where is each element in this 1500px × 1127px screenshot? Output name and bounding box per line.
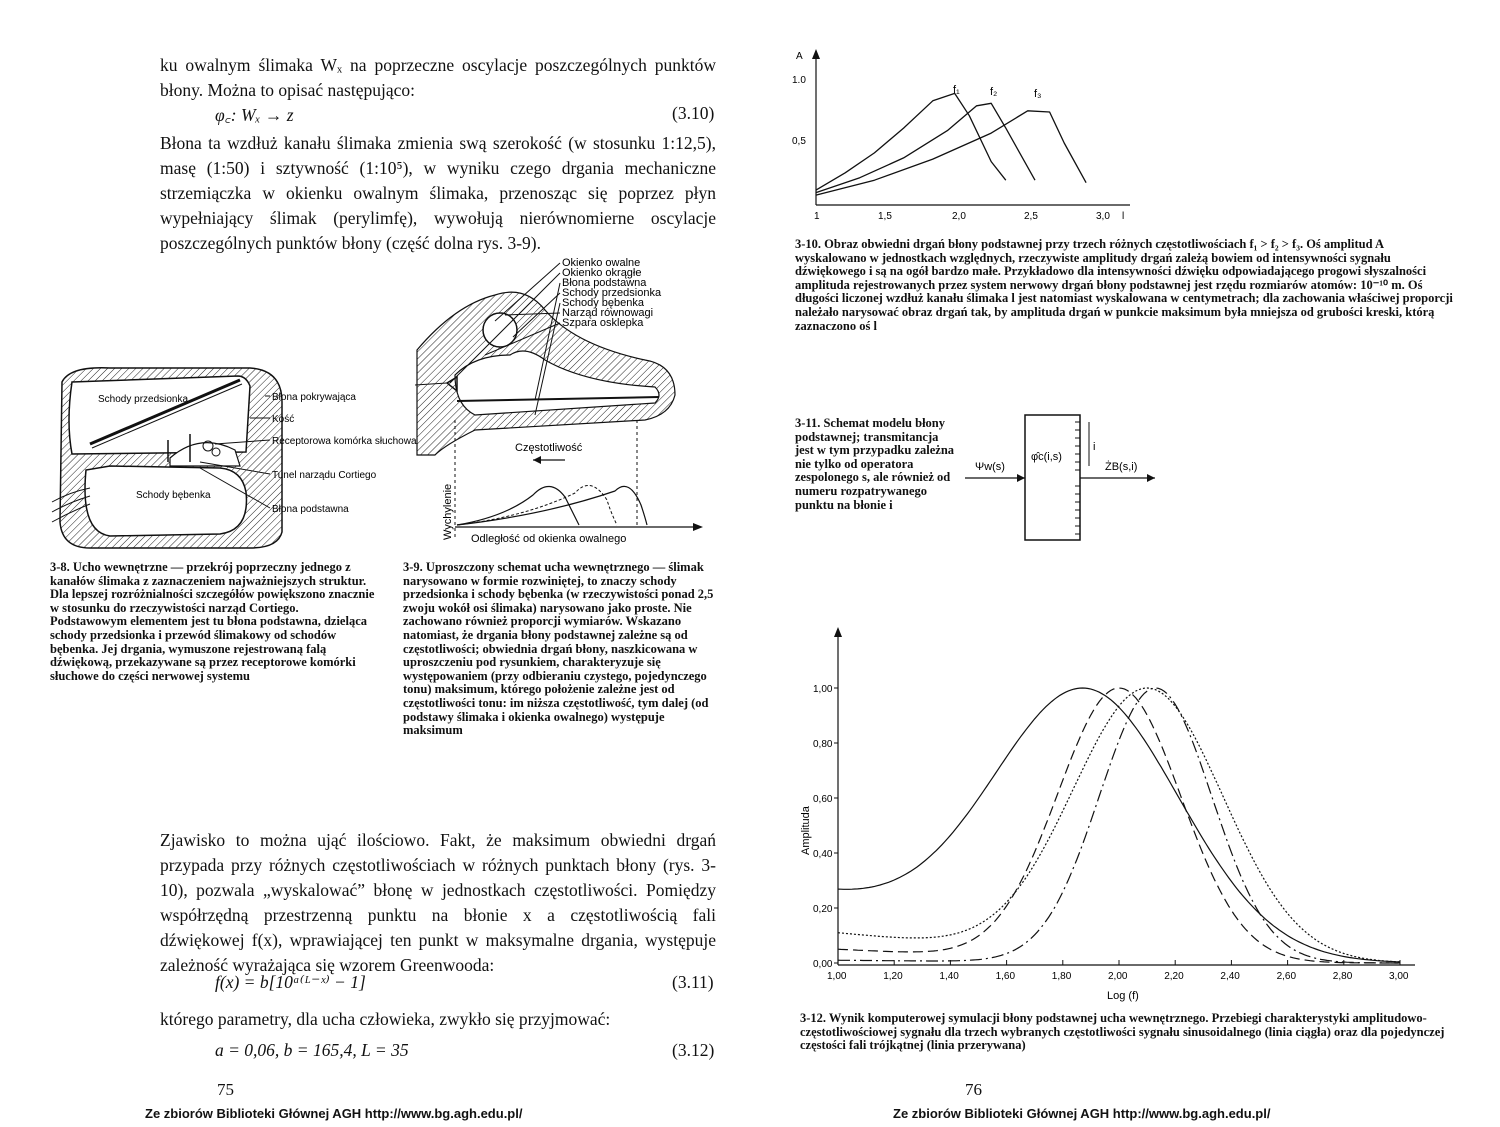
footer-right: Ze zbiorów Biblioteki Głównej AGH http://www.bg.agh.edu.pl/ [893, 1106, 1271, 1121]
x-tick-label: 2,00 [1108, 971, 1128, 982]
callout-tunel: Tunel narządu Cortiego [272, 470, 377, 481]
equation-3-11-number: (3.11) [672, 972, 714, 992]
y-tick-label: 0,00 [813, 959, 833, 970]
series-line-1 [816, 93, 1006, 190]
equation-3-12: a = 0,06, b = 165,4, L = 35 [215, 1040, 409, 1060]
y-tick-label: 0,80 [813, 739, 833, 750]
series-line-3 [816, 111, 1086, 195]
x-tick-label: 2,80 [1332, 971, 1353, 982]
x-tick-label: 1,00 [827, 971, 847, 982]
caption-3-8: 3-8. Ucho wewnętrzne — przekrój poprzeczny jednego z kanałów ślimaka z zaznaczeniem najważniejszych struktur. Dla lepszej rozróżnialności szczegółów powiększono znacznie w stosunku do rzeczywistości narząd Cortiego. Podstawowym elementem jest tu błona podstawna, dzieląca schody przedsionka i przewód ślimakowy od schodów bębenka. Jej drgania, wymuszone rejestrowaną falą dźwiękową, przekazywane są przez receptorowe komórki słuchowe do części nerwowej systemu [50, 560, 375, 683]
equation-3-12-number: (3.12) [672, 1040, 715, 1060]
paragraph-3: Zjawisko to można ująć ilościowo. Fakt, że maksimum obwiedni drgań przypada przy różnych częstotliwościach w różnych punktach błony (rys. 3-10), pozwala „wyskalować” błonę w jednostkach częstotliwości. Pomiędzy współrzędną przestrzenną punktu na błonie x a częstotliwością fali dźwiękowej f(x), wprawiającej ten punkt w maksymalne drgania, występuje zależność wyrażająca się wzorem Greenwooda: [160, 830, 716, 975]
callout-okienko-okragle: Okienko okrągłe [562, 267, 642, 279]
amplitude-curve-dash-dot [838, 688, 1400, 963]
x-tick-label: 2,40 [1220, 971, 1240, 982]
equation-3-11: f(x) = b[10ᵃ⁽ᴸ⁻ˣ⁾ − 1] [215, 972, 366, 992]
x-tick-2-5: 2,5 [1024, 211, 1038, 222]
series-label-f1: f₁ [953, 84, 960, 96]
x-tick-3-0: 3,0 [1096, 211, 1110, 222]
figure-3-11 [965, 410, 1165, 545]
series-label-f3: f₃ [1034, 88, 1042, 100]
callout-kosc: Kość [272, 414, 295, 425]
y-tick-label: 0,40 [813, 849, 833, 860]
callout-blona-podstawna: Błona podstawna [272, 504, 349, 515]
y-tick-label: 0,20 [813, 904, 833, 915]
caption-3-9: 3-9. Uproszczony schemat ucha wewnętrznego — ślimak narysowano w formie rozwiniętej, to znaczy schody przedsionka i schody bębenka (w rzeczywistości ponad 2,5 zwoju wokół osi ślimaka) narysowano jako proste. Nie zachowano również proporcji wymiarów. Wskazano natomiast, że drgania błony podstawnej zależne są od częstotliwości; obwiednia drgań błony, naszkicowana w uproszczeniu pod rysunkiem, charakteryzuje się występowaniem (przy odbieraniu czystego, pojedynczego tonu) maksimum, którego położenie zależne jest od częstotliwości tonu: im niższa częstotliwość, tym dalej (od podstawy ślimaka i okienka owalnego) występuje maksimum [403, 560, 714, 738]
y-tick-0-5: 0,5 [792, 136, 806, 147]
y-axis-label-amplituda: Amplituda [800, 806, 812, 855]
callout-okienko-owalne: Okienko owalne [562, 257, 641, 269]
output-label: ŻB(s,i) [1105, 461, 1138, 473]
x-axis-label-logf: Log (f) [1107, 990, 1139, 1002]
figure-3-12 [795, 625, 1435, 1005]
page-number-right: 76 [965, 1080, 982, 1099]
label-schody-przedsionka: Schody przedsionka [98, 394, 189, 405]
figure-3-9 [415, 255, 715, 545]
equation-3-10: φ꜀: Wₓ → z [215, 105, 294, 125]
caption-3-11: 3-11. Schemat modelu błony podstawnej; transmitancja jest w tym przypadku zależna nie tylko od operatora zespolonego s, ale również od numeru rozpatrywanego punktu na błonie i [795, 416, 955, 512]
page-number-left: 75 [217, 1080, 234, 1099]
footer-left: Ze zbiorów Biblioteki Głównej AGH http://www.bg.agh.edu.pl/ [145, 1106, 523, 1121]
y-tick-label: 0,60 [813, 794, 833, 805]
x-tick-label: 2,20 [1164, 971, 1184, 982]
caption-3-12: 3-12. Wynik komputerowej symulacji błony podstawnej ucha wewnętrznego. Przebiegi charakterystyki amplitudowo-częstotliwościowej sygnału dla trzech wybranych częstotliwości sygnału sinusoidalnego (linia ciągła) oraz dla pojedynczej częstości fali trójkątnej (linia przerywana) [800, 1011, 1445, 1053]
paragraph-4: którego parametry, dla ucha człowieka, zwykło się przyjmować: [160, 1009, 611, 1029]
x-tick-label: 1,20 [883, 971, 903, 982]
paragraph-1: ku owalnym ślimaka Wₓ na poprzeczne oscylacje poszczególnych punktów błony. Można to opisać następująco: [160, 55, 716, 100]
equation-3-10-number: (3.10) [672, 103, 715, 123]
callout-szpara-osklepka: Szpara osklepka [562, 317, 644, 329]
amplitude-curve-dotted [838, 688, 1400, 962]
callout-blona-pokrywajaca: Błona pokrywająca [272, 392, 356, 403]
index-label-i: i [1093, 441, 1096, 453]
label-schody-bebenka: Schody bębenka [136, 490, 211, 501]
x-tick-label: 2,60 [1276, 971, 1297, 982]
x-tick-label: 1,80 [1051, 971, 1072, 982]
paragraph-2: Błona ta wzdłuż kanału ślimaka zmienia swą szerokość (w stosunku 1:12,5), masę (1:50) i sztywność (1:10⁵), w wyniku czego drgania mechaniczne strzemiączka w okienku owalnym ślimaka, przenosząc się poprzez płyn wypełniający ślimak (perylimfę), wywołują nierównomierne oscylacje poszczególnych punktów błony (część dolna rys. 3-9). [160, 133, 716, 253]
figure-3-10 [790, 45, 1140, 230]
figure-3-8 [50, 362, 417, 552]
x-end-label-l: l [1122, 211, 1125, 222]
y-tick-1-0: 1.0 [792, 75, 806, 86]
x-tick-label: 3,00 [1389, 971, 1409, 982]
label-wychylenie: Wychylenie [442, 483, 454, 540]
x-tick-2-0: 2,0 [952, 211, 966, 222]
amplitude-curve-dashed [838, 688, 1400, 963]
amplitude-curve-solid [838, 688, 1400, 962]
series-line-2 [816, 103, 1035, 192]
input-label: Ψw(s) [975, 461, 1005, 473]
x-tick-label: 1,40 [939, 971, 959, 982]
x-tick-1: 1 [814, 211, 820, 222]
caption-3-10: 3-10. Obraz obwiedni drgań błony podstawnej przy trzech różnych częstotliwościach f₁ > f₂ > f₃. Oś amplitud A wyskalowano w jednostkach względnych, rzeczywiste amplitudy drgań zależą bowiem od intensywności sygnału dźwiękowego i są na ogół bardzo małe. Przykładowo dla intensywności dźwięku odpowiadającego progowi słyszalności amplituda rejestrowanych przez system nerwowy drgań błony podstawnej jest rzędu rozmiarów atomów: 10⁻¹⁰ m. Oś długości liczonej wzdłuż kanału ślimaka l jest natomiast wyskalowana w centymetrach; dla zachowania właściwej proporcji należało narysować obraz drgań tak, by amplituda drgań w punkcie maksimum była mniejsza od grubości kreski, którą zaznaczono oś l [795, 237, 1453, 333]
label-odleglosc: Odległość od okienka owalnego [471, 533, 627, 545]
x-tick-1-5: 1,5 [878, 211, 892, 222]
callout-blona-podstawna: Błona podstawna [562, 277, 647, 289]
series-label-f2: f₂ [990, 86, 998, 98]
x-tick-label: 1,60 [995, 971, 1016, 982]
callout-schody-bebenka: Schody bębenka [562, 297, 644, 309]
label-czestotliwosc: Częstotliwość [515, 442, 583, 454]
block-label: φ̂c(i,s) [1031, 451, 1062, 463]
callout-narzad-rownowagi: Narząd równowagi [562, 307, 654, 319]
axis-label-a: A [796, 51, 803, 62]
y-tick-label: 1,00 [813, 684, 833, 695]
callout-receptorowa: Receptorowa komórka słuchowa [272, 436, 417, 447]
callout-schody-przedsionka: Schody przedsionka [562, 287, 662, 299]
